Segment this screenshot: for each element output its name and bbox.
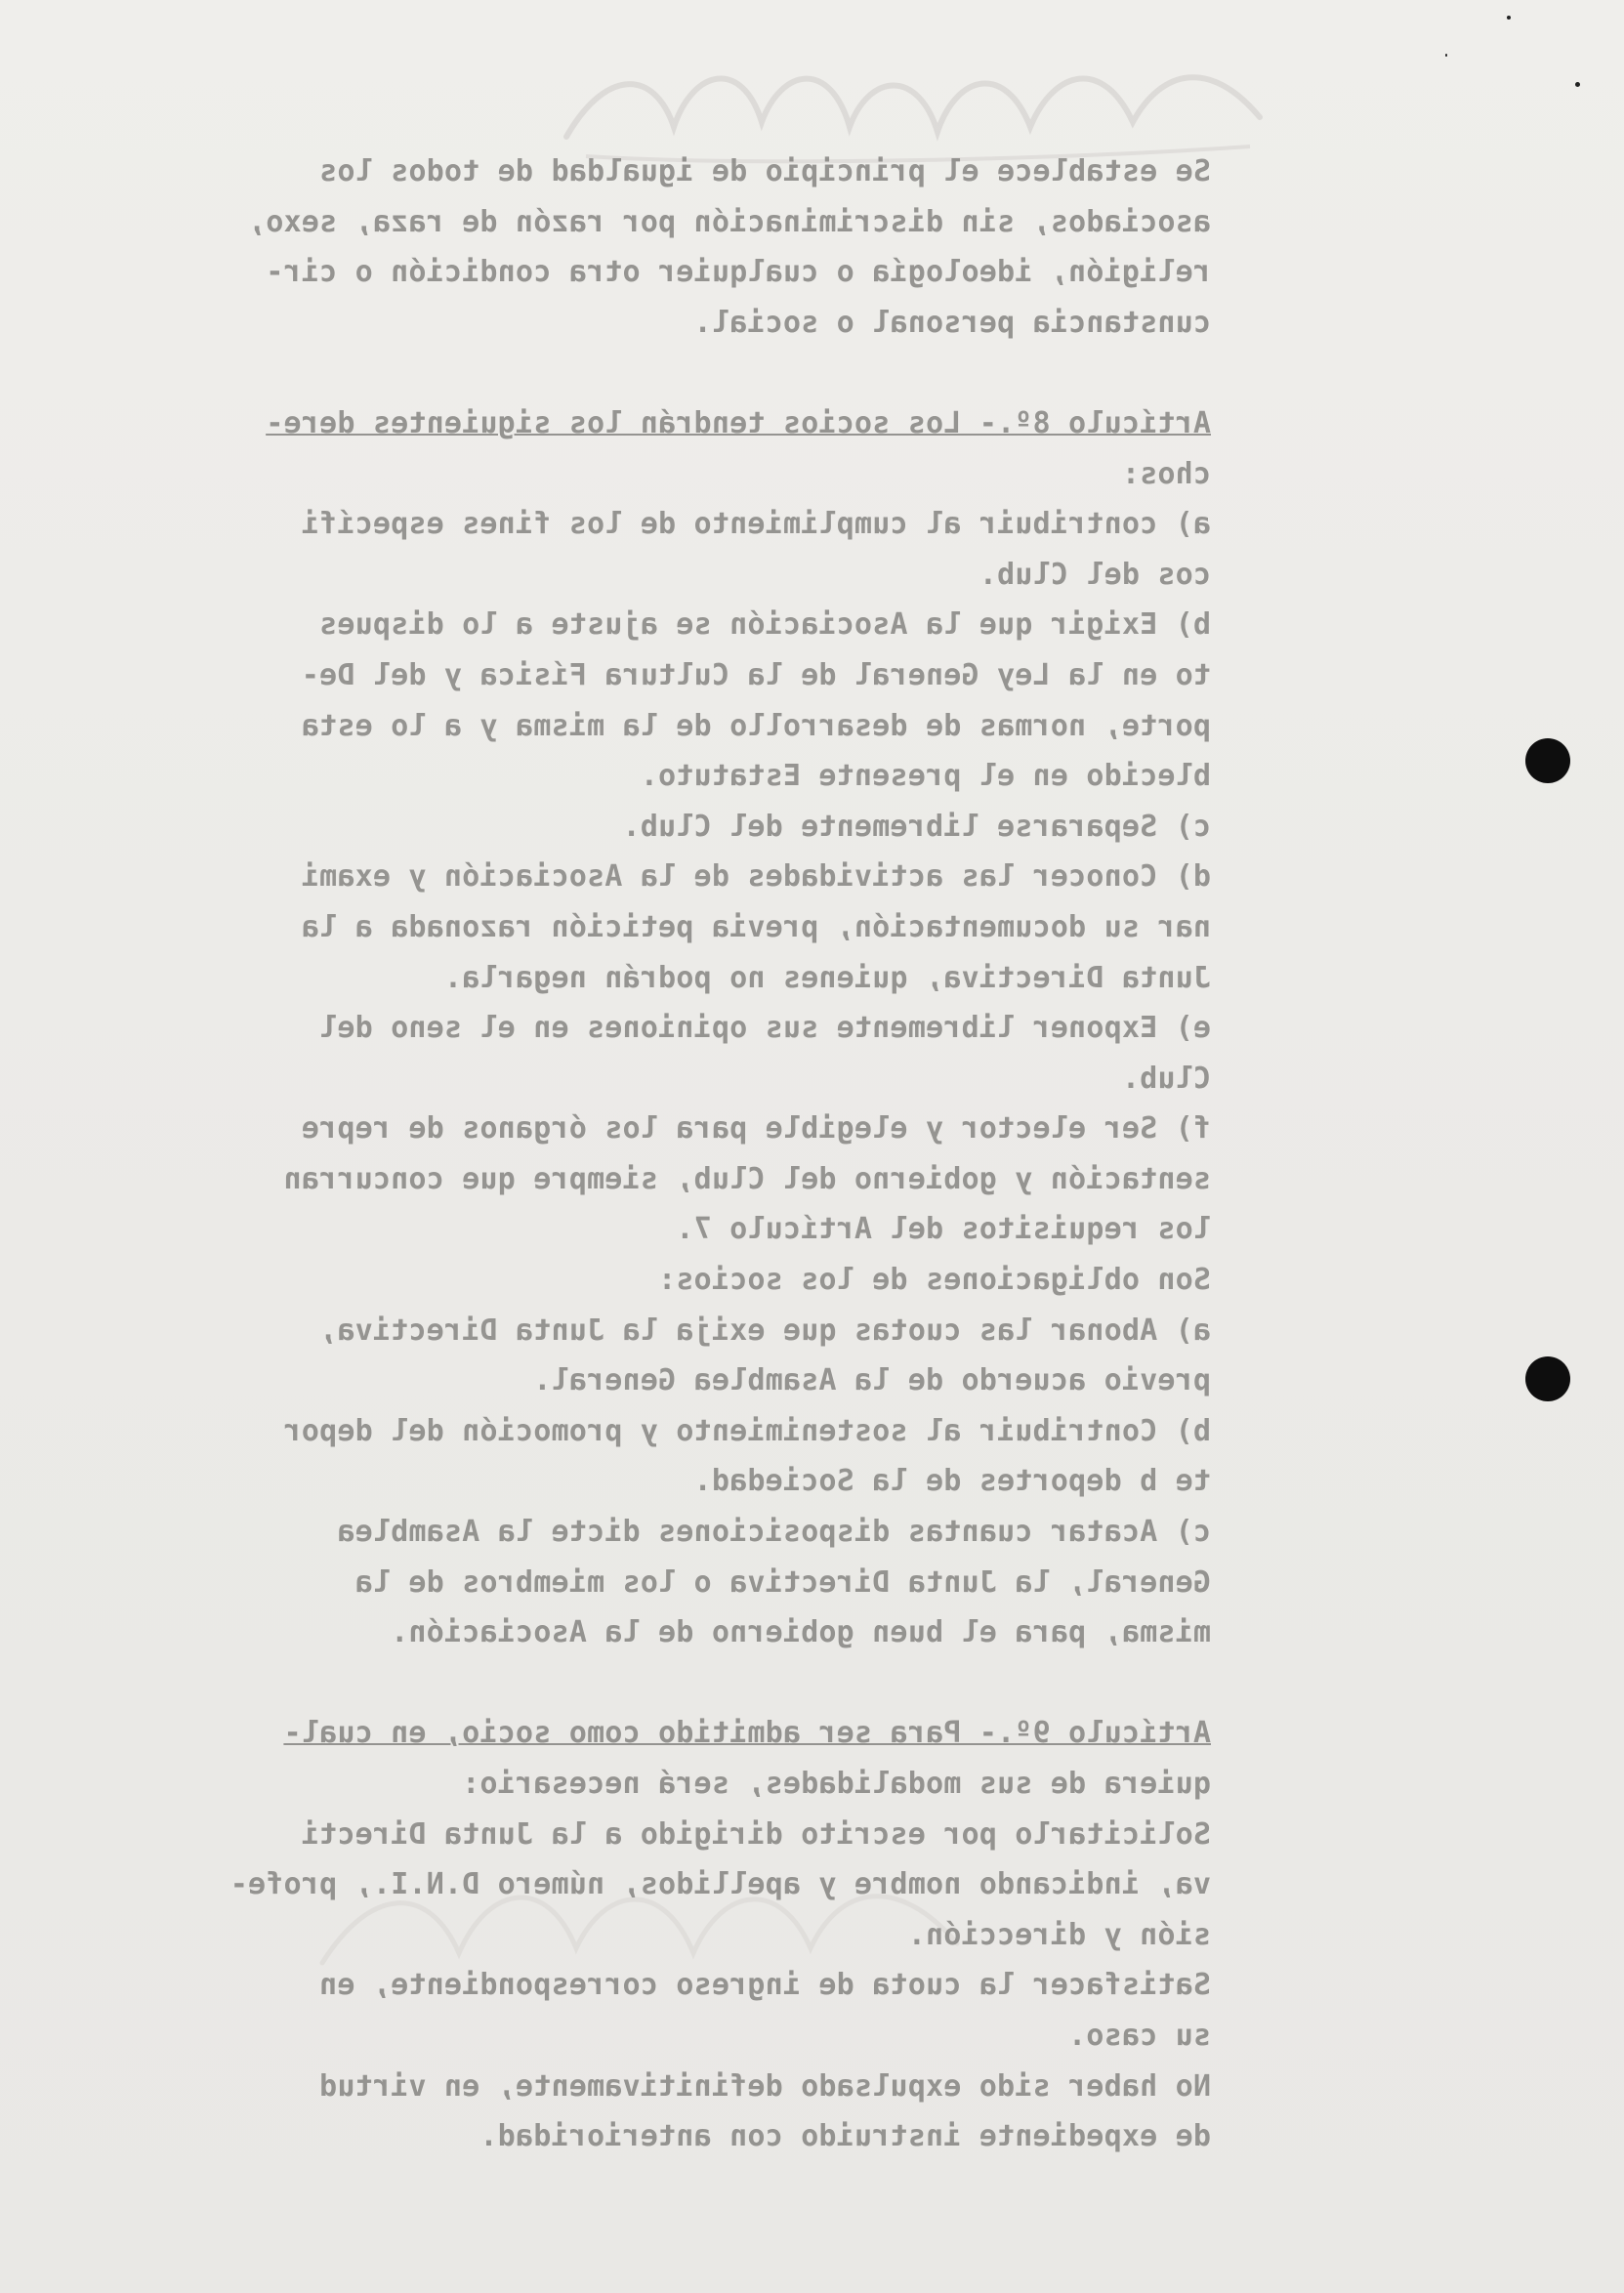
ink-speck <box>1507 16 1511 20</box>
text-line: cos del Club. <box>979 557 1211 592</box>
text-line: va, indicando nombre y apellidos, número D.N.I., profe- <box>229 1867 1211 1902</box>
text-line: Son obligaciones de los socios: <box>657 1263 1211 1298</box>
text-line: c) Separarse libremente del Club. <box>622 809 1211 844</box>
text-line: porte, normas de desarrollo de la misma y a lo esta <box>301 708 1211 743</box>
ink-speck <box>1445 54 1447 57</box>
text-line: los requisitos del Artículo 7. <box>676 1212 1211 1247</box>
text-line: c) Acatar cuantas disposiciones dicte la Asamblea <box>337 1515 1211 1550</box>
text-line: nar su documentación, previa petición razonada a la <box>301 909 1211 944</box>
text-line: Junta Directiva, quienes no podrán negarla. <box>443 960 1211 995</box>
text-line: a) contribuir al cumplimiento de los fines específi <box>301 507 1211 542</box>
text-line: religión, ideología o cualquier otra condición o cir- <box>266 255 1211 290</box>
bleed-through-text <box>98 146 1211 2162</box>
text-line: cunstancia personal o social. <box>693 305 1211 340</box>
text-line: asociados, sin discriminación por razón de raza, sexo, <box>247 204 1211 239</box>
text-line: Solicitarlo por escrito dirigido a la Junta Directi <box>301 1816 1211 1852</box>
text-line: de expediente instruido con anterioridad. <box>479 2119 1211 2154</box>
text-line: to en la Ley General de la Cultura Física y del De- <box>301 657 1211 692</box>
text-line: Club. <box>1121 1061 1211 1096</box>
punch-hole-lower <box>1525 1356 1570 1401</box>
punch-hole-upper <box>1525 738 1570 783</box>
ink-speck <box>1575 82 1580 87</box>
text-line: su caso. <box>1067 2018 1211 2053</box>
article-heading-line: Artículo 8º.- Los socios tendrán los siguientes dere- <box>266 405 1211 440</box>
paragraph-gap <box>98 1658 1211 1709</box>
text-line: f) Ser elector y elegible para los órganos de repre <box>301 1111 1211 1146</box>
text-line: quiera de sus modalidades, será necesario: <box>462 1767 1211 1801</box>
text-line: d) Conocer las actividades de la Asociación y exami <box>301 859 1211 895</box>
text-line: blecido en el presente Estatuto. <box>640 759 1211 794</box>
article-heading-line: Artículo 9º.- Para ser admitido como socio, en cual- <box>283 1716 1211 1751</box>
text-line: sentación y gobierno del Club, siempre que concurran <box>283 1161 1211 1196</box>
text-line: chos: <box>1121 456 1211 491</box>
text-line: te b deportes de la Sociedad. <box>693 1464 1211 1499</box>
text-line: General, la Junta Directiva o los miembros de la <box>354 1564 1211 1600</box>
text-line: Satisfacer la cuota de ingreso correspondiente, en <box>318 1968 1211 2003</box>
text-line: previo acuerdo de la Asamblea General. <box>533 1363 1211 1398</box>
text-line: Se establece el principio de igualdad de todos los <box>318 154 1211 188</box>
text-line: b) Exigir que la Asociación se ajuste a lo dispues <box>318 607 1211 643</box>
text-line: b) Contribuir al sostenimiento y promoción del depor <box>283 1413 1211 1448</box>
text-line: No haber sido expulsado definitivamente, en virtud <box>318 2068 1211 2104</box>
text-line: a) Abonar las cuotas que exija la Junta Directiva, <box>318 1313 1211 1348</box>
paragraph-gap <box>98 348 1211 398</box>
text-line: sión y dirección. <box>907 1917 1211 1952</box>
text-line: e) Exponer libremente sus opiniones en el seno del <box>318 1011 1211 1046</box>
text-line: misma, para el buen gobierno de la Asociación. <box>390 1615 1211 1650</box>
